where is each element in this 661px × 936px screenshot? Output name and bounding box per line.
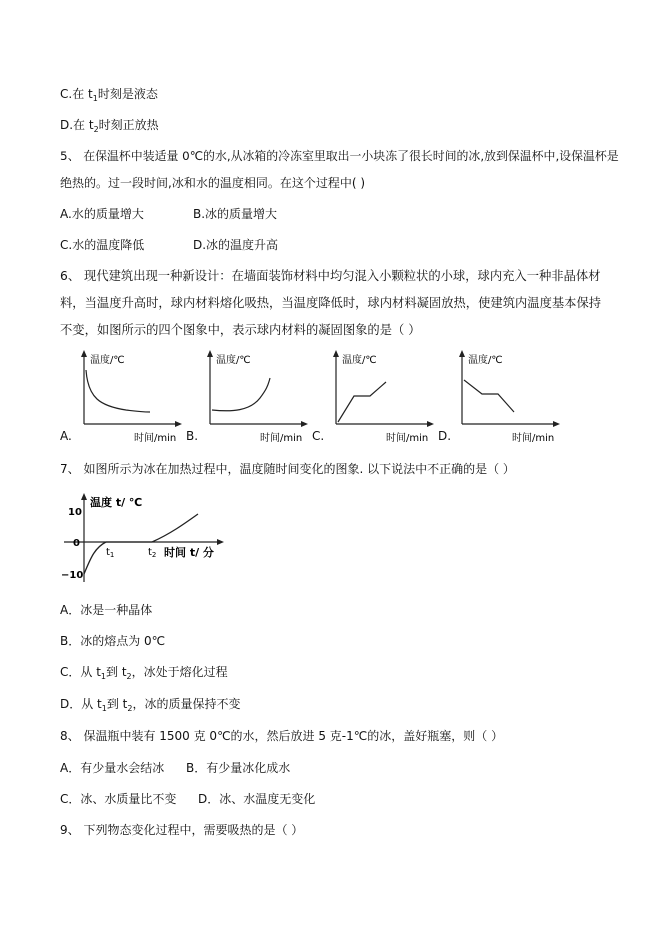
q7-option-c-sub2: 2 bbox=[126, 672, 132, 681]
q7-option-c-mid: 到 t bbox=[106, 665, 127, 679]
curve bbox=[464, 380, 514, 412]
y-label: 温度/℃ bbox=[342, 355, 377, 366]
q5-stem-line2: 绝热的。过一段时间,冰和水的温度相同。在这个过程中( ) bbox=[60, 176, 365, 190]
q7-stem: 7、 如图所示为冰在加热过程中，温度随时间变化的图象. 以下说法中不正确的是（ ） bbox=[60, 462, 515, 476]
x-arrow bbox=[301, 421, 308, 427]
q6-graph-b bbox=[204, 348, 314, 444]
q7-y-label: 温度 t/ ℃ bbox=[90, 496, 143, 509]
q8-option-d: D．冰、水温度无变化 bbox=[198, 792, 316, 806]
q7-option-d bbox=[60, 696, 241, 717]
q7-t1-label: $t_1$ bbox=[106, 547, 115, 559]
q6-letter-b: B. bbox=[186, 429, 199, 443]
q8-stem: 8、 保温瓶中装有 1500 克 0℃的水，然后放进 5 克-1℃的冰，盖好瓶塞，则（ ） bbox=[60, 729, 504, 743]
y-label: 温度/℃ bbox=[468, 355, 503, 366]
water-rise-curve bbox=[152, 514, 198, 542]
q5-option-c: C.水的温度降低 bbox=[60, 238, 145, 252]
q7-y-tick-neg10: −10 bbox=[61, 570, 84, 581]
q7-t2-label: $t_2$ bbox=[148, 547, 157, 559]
q7-option-b: B．冰的熔点为 0℃ bbox=[60, 634, 166, 648]
y-arrow bbox=[81, 350, 87, 357]
q4-option-d-pre: D.在 t bbox=[60, 118, 94, 132]
q8-option-c: C．冰、水质量比不变 bbox=[60, 792, 177, 806]
q4-option-d-sub: 2 bbox=[93, 125, 99, 134]
q6-stem: 6、 现代建筑出现一种新设计：在墙面装饰材料中均匀混入小颗粒状的小球，球内充入一种非晶体材料，当温度升高时，球内材料熔化吸热，当温度降低时，球内材料凝固放热，使建筑内温度基本保持不变，如图所示的四个图象中，表示球内材料的凝固图象的是（ ） bbox=[60, 269, 602, 337]
q9-stem: 9、 下列物态变化过程中，需要吸热的是（ ） bbox=[60, 823, 304, 837]
y-arrow bbox=[81, 493, 87, 500]
q6-letter-c: C. bbox=[312, 429, 325, 443]
x-label: 时间/min bbox=[386, 433, 429, 444]
q7-graph bbox=[60, 490, 230, 586]
heating-rise-curve bbox=[84, 542, 106, 574]
q6-graph-a bbox=[78, 348, 188, 444]
q7-option-d-post: ，冰的质量保持不变 bbox=[132, 697, 241, 711]
q7-option-c-sub1: 1 bbox=[100, 672, 106, 681]
x-arrow bbox=[427, 421, 434, 427]
q7-option-a: A．冰是一种晶体 bbox=[60, 603, 153, 617]
q7-x-label: 时间 t/ 分 bbox=[164, 546, 214, 559]
q5-stem-line1: 5、 在保温杯中装适量 0℃的水,从冰箱的冷冻室里取出一小块冻了很长时间的冰,放到保温杯中,设保温杯是 bbox=[60, 149, 619, 163]
y-label: 温度/℃ bbox=[90, 355, 125, 366]
q5-option-a: A.水的质量增大 bbox=[60, 207, 144, 221]
q5-option-d: D.冰的温度升高 bbox=[193, 238, 279, 252]
q7-option-d-sub1: 1 bbox=[101, 704, 107, 713]
q6-letter-d: D. bbox=[438, 429, 452, 443]
q8-option-a: A．有少量水会结冰 bbox=[60, 761, 165, 775]
y-arrow bbox=[459, 350, 465, 357]
q7-option-d-mid: 到 t bbox=[106, 697, 128, 711]
q6-letter-a: A. bbox=[60, 429, 72, 443]
q4-option-d bbox=[60, 117, 159, 138]
q7-y-tick-0: 0 bbox=[73, 538, 80, 549]
curve bbox=[338, 382, 386, 422]
q4-option-c-post: 时刻是液态 bbox=[97, 87, 158, 101]
q7-option-c bbox=[60, 664, 228, 685]
q7-option-d-sub2: 2 bbox=[127, 704, 133, 713]
y-arrow bbox=[207, 350, 213, 357]
q4-option-c bbox=[60, 86, 158, 107]
q4-option-c-pre: C.在 t bbox=[60, 87, 93, 101]
q7-option-c-pre: C．从 t bbox=[60, 665, 101, 679]
x-arrow bbox=[175, 421, 182, 427]
x-arrow bbox=[217, 539, 224, 545]
q4-option-c-sub: 1 bbox=[92, 94, 98, 103]
x-arrow bbox=[553, 421, 560, 427]
q5-option-b: B.冰的质量增大 bbox=[193, 207, 278, 221]
q6-graph-d bbox=[456, 348, 566, 444]
x-label: 时间/min bbox=[512, 433, 555, 444]
y-arrow bbox=[333, 350, 339, 357]
q7-option-c-post: ，冰处于熔化过程 bbox=[131, 665, 228, 679]
q6-graph-c bbox=[330, 348, 440, 444]
curve bbox=[86, 370, 150, 412]
x-label: 时间/min bbox=[134, 433, 177, 444]
q7-y-tick-10: 10 bbox=[68, 507, 82, 518]
curve bbox=[212, 378, 270, 411]
q7-option-d-pre: D．从 t bbox=[60, 697, 102, 711]
q4-option-d-post: 时刻正放热 bbox=[98, 118, 159, 132]
x-label: 时间/min bbox=[260, 433, 303, 444]
q8-option-b: B．有少量冰化成水 bbox=[186, 761, 291, 775]
y-label: 温度/℃ bbox=[216, 355, 251, 366]
